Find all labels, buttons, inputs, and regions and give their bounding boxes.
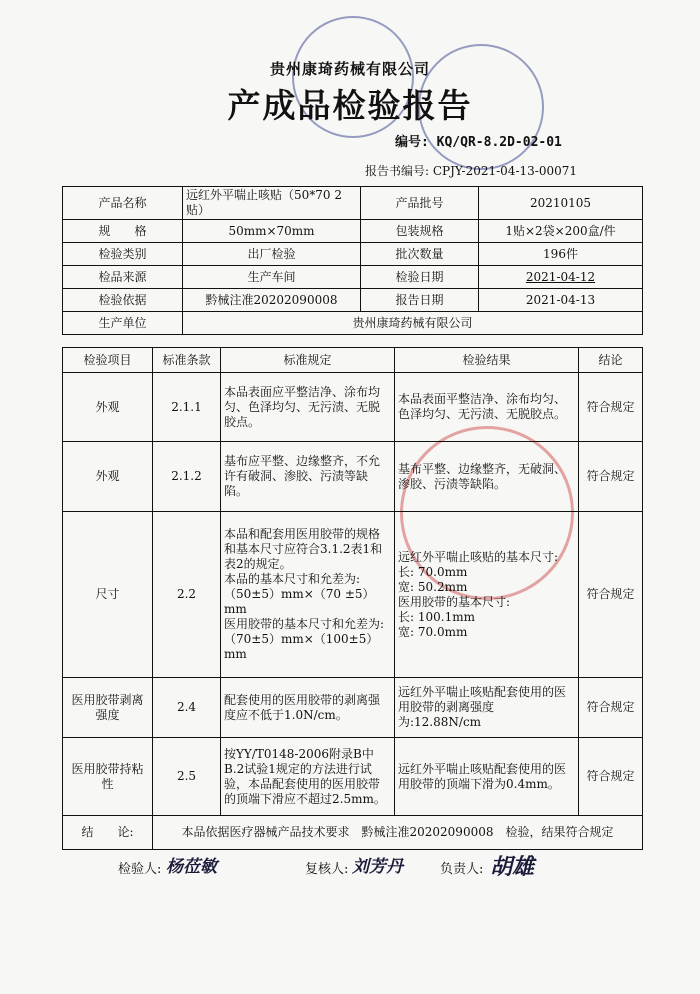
qty-label: 批次数量: [361, 243, 479, 266]
table-header-row: [63, 348, 643, 373]
item-name: 医用胶带剥离强度: [63, 678, 153, 738]
maker-value: 贵州康琦药械有限公司: [183, 312, 643, 335]
conclusion-row: [63, 816, 643, 850]
item-requirement: 按YY/T0148-2006附录B中B.2试验1规定的方法进行试验，本品配套使用的医用胶带的顶端下滑应不超过2.5mm。: [221, 738, 395, 816]
product-name: 远红外平喘止咳贴（50*70 2贴）: [183, 187, 361, 220]
item-conclusion: 符合规定: [579, 373, 643, 442]
type-value: 出厂检验: [183, 243, 361, 266]
item-requirement: 本品表面应平整洁净、涂布均匀、色泽均匀、无污渍、无脱胶点。: [221, 373, 395, 442]
table-row: [63, 738, 643, 816]
col-clause: 标准条款: [153, 348, 221, 373]
col-conclusion: 结论: [579, 348, 643, 373]
date-value: 2021-04-12: [479, 266, 643, 289]
item-result: 远红外平喘止咳贴配套使用的医用胶带的剥离强度为:12.88N/cm: [395, 678, 579, 738]
table-row: [63, 512, 643, 678]
item-name: 尺寸: [63, 512, 153, 678]
item-conclusion: 符合规定: [579, 738, 643, 816]
table-row: [63, 442, 643, 512]
item-clause: 2.4: [153, 678, 221, 738]
col-result: 检验结果: [395, 348, 579, 373]
inspector-signature: 杨莅敏: [166, 857, 217, 877]
col-item: 检验项目: [63, 348, 153, 373]
manager-label: 负责人:: [440, 862, 484, 877]
item-name: 外观: [63, 373, 153, 442]
manager-signature: 胡雄: [490, 855, 535, 880]
item-clause: 2.1.2: [153, 442, 221, 512]
item-name: 医用胶带持粘性: [63, 738, 153, 816]
inspector-label: 检验人:: [118, 862, 162, 877]
item-requirement: 配套使用的医用胶带的剥离强度应不低于1.0N/cm。: [221, 678, 395, 738]
reviewer-label: 复核人:: [305, 862, 349, 877]
item-conclusion: 符合规定: [579, 512, 643, 678]
product-name-label: 产品名称: [63, 187, 183, 220]
spec-value: 50mm×70mm: [183, 220, 361, 243]
item-name: 外观: [63, 442, 153, 512]
page-title: 产成品检验报告: [227, 86, 473, 125]
basis-value: 黔械注准20202090008: [183, 289, 361, 312]
table-row: [63, 678, 643, 738]
item-result: 基布平整、边缘整齐，无破洞、渗胶、污渍等缺陷。: [395, 442, 579, 512]
inspection-table: [62, 347, 643, 850]
date-label: 检验日期: [361, 266, 479, 289]
item-requirement: 本品和配套用医用胶带的规格和基本尺寸应符合3.1.2表1和表2的规定。 本品的基本尺寸和允差为: （50±5）mm×（70 ±5）mm 医用胶带的基本尺寸和允差为: （70±5）mm×（100±5）mm: [221, 512, 395, 678]
conclusion-label: 结 论:: [63, 816, 153, 850]
batch-value: 20210105: [479, 187, 643, 220]
pack-value: 1贴×2袋×200盒/件: [479, 220, 643, 243]
item-conclusion: 符合规定: [579, 442, 643, 512]
qty-value: 196件: [479, 243, 643, 266]
info-table: [62, 186, 643, 335]
conclusion-text: 本品依据医疗器械产品技术要求 黔械注准20202090008 检验，结果符合规定: [153, 816, 643, 850]
item-result: 远红外平喘止咳贴配套使用的医用胶带的顶端下滑为0.4mm。: [395, 738, 579, 816]
report-number: 报告书编号: CPJY-2021-04-13-00071: [365, 164, 577, 178]
item-conclusion: 符合规定: [579, 678, 643, 738]
pack-label: 包装规格: [361, 220, 479, 243]
item-clause: 2.5: [153, 738, 221, 816]
report-date-label: 报告日期: [361, 289, 479, 312]
report-date-value: 2021-04-13: [479, 289, 643, 312]
item-result: 本品表面平整洁净、涂布均匀、色泽均匀、无污渍、无脱胶点。: [395, 373, 579, 442]
item-requirement: 基布应平整、边缘整齐，不允许有破洞、渗胶、污渍等缺陷。: [221, 442, 395, 512]
reviewer-signature: 刘芳丹: [352, 857, 403, 877]
item-clause: 2.2: [153, 512, 221, 678]
item-clause: 2.1.1: [153, 373, 221, 442]
batch-label: 产品批号: [361, 187, 479, 220]
spec-label: 规 格: [63, 220, 183, 243]
source-label: 检品来源: [63, 266, 183, 289]
source-value: 生产车间: [183, 266, 361, 289]
col-requirement: 标准规定: [221, 348, 395, 373]
maker-label: 生产单位: [63, 312, 183, 335]
item-result: 远红外平喘止咳贴的基本尺寸: 长: 70.0mm 宽: 50.2mm 医用胶带的基本尺寸: 长: 100.1mm 宽: 70.0mm: [395, 512, 579, 678]
company-name: 贵州康琦药械有限公司: [269, 60, 430, 78]
type-label: 检验类别: [63, 243, 183, 266]
table-row: [63, 373, 643, 442]
basis-label: 检验依据: [63, 289, 183, 312]
document-number: 编号: KQ/QR-8.2D-02-01: [395, 135, 562, 150]
